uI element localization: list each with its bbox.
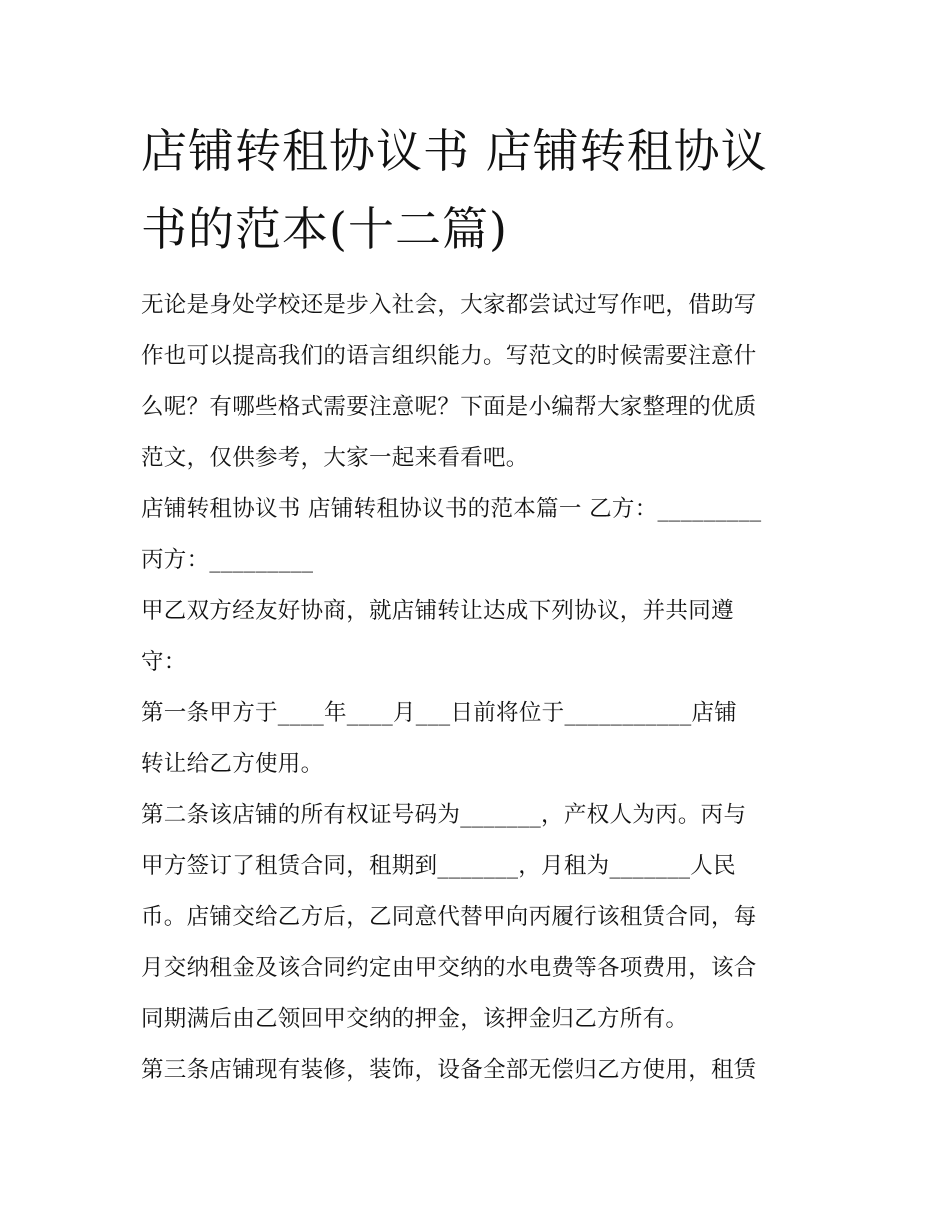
document-title [141, 112, 813, 268]
agreement-preamble-paragraph [141, 586, 813, 688]
title-line: 书的范本(十二篇) [141, 202, 508, 256]
text-line: 币。店铺交给乙方后，乙同意代替甲向丙履行该租赁合同，每 [141, 904, 757, 930]
text-line: 第三条店铺现有装修，装饰，设备全部无偿归乙方使用，租赁 [141, 1057, 757, 1083]
text-line: 甲乙双方经友好协商，就店铺转让达成下列协议，并共同遵 [141, 598, 734, 624]
text-line: 月交纳租金及该合同约定由甲交纳的水电费等各项费用，该合 [141, 955, 757, 981]
text-line: 无论是身处学校还是步入社会，大家都尝试过写作吧，借助写 [141, 292, 757, 318]
text-line: 丙方：_________ [141, 547, 314, 573]
text-line: 第二条该店铺的所有权证号码为_______，产权人为丙。丙与 [141, 802, 747, 828]
section-heading-paragraph [141, 484, 813, 586]
text-line: 范文，仅供参考，大家一起来看看吧。 [141, 445, 529, 471]
text-line: 守： [141, 649, 187, 675]
text-line: 第一条甲方于____年____月___日前将位于___________店铺 [141, 700, 738, 726]
text-line: 转让给乙方使用。 [141, 751, 324, 777]
article-two-paragraph [141, 790, 813, 1045]
article-one-paragraph [141, 688, 813, 790]
article-three-paragraph [141, 1045, 813, 1096]
text-line: 同期满后由乙领回甲交纳的押金，该押金归乙方所有。 [141, 1006, 689, 1032]
document-page [141, 112, 813, 1096]
title-line: 店铺转租协议书 店铺转租协议 [141, 124, 768, 178]
text-line: 甲方签订了租赁合同，租期到_______，月租为_______人民 [141, 853, 736, 879]
text-line: 么呢？有哪些格式需要注意呢？下面是小编帮大家整理的优质 [141, 394, 757, 420]
text-line: 店铺转租协议书 店铺转租协议书的范本篇一 乙方：_________ [141, 496, 762, 522]
text-line: 作也可以提高我们的语言组织能力。写范文的时候需要注意什 [141, 343, 757, 369]
intro-paragraph [141, 280, 813, 484]
